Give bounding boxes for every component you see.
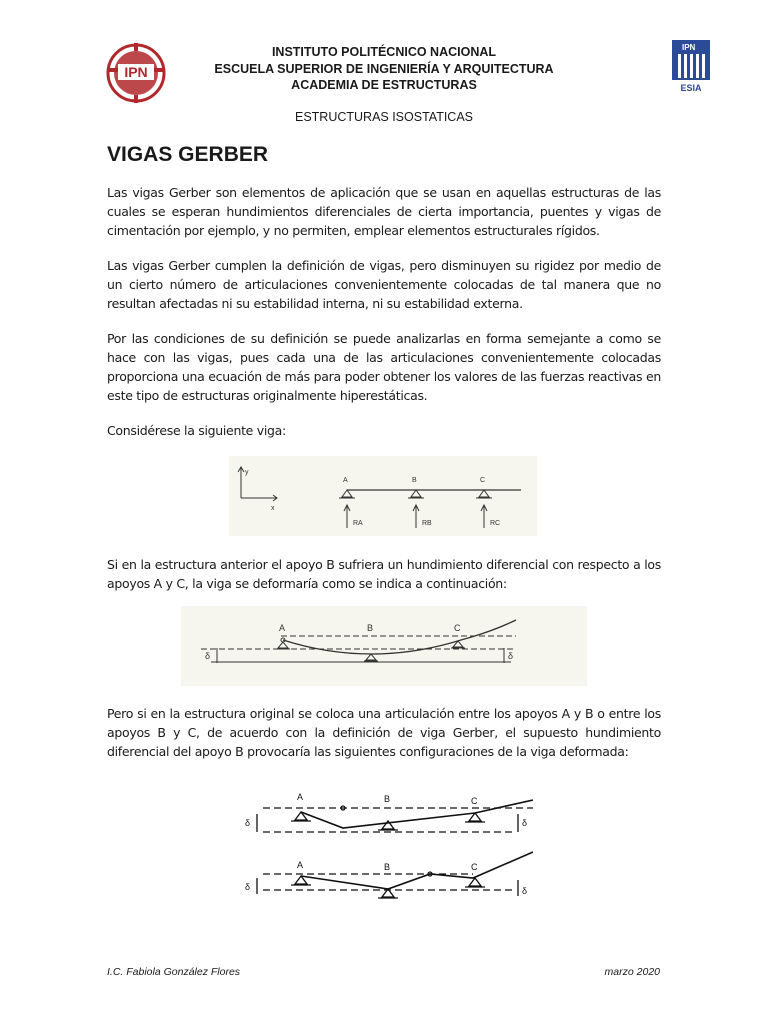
- axis-y-label: y: [245, 469, 249, 476]
- gerber-top-support-a-label: A: [297, 792, 304, 802]
- gerber-configurations-diagram: [243, 786, 533, 912]
- institution-name: INSTITUTO POLITÉCNICO NACIONAL: [271, 45, 497, 59]
- deformed-delta-right: δ: [508, 651, 514, 661]
- gerber-bottom-delta-left: δ: [245, 882, 251, 892]
- gerber-bottom-support-b-label: B: [384, 862, 391, 872]
- support-a-label: A: [343, 477, 348, 484]
- support-c-label: C: [480, 477, 486, 484]
- gerber-top-support-c-label: C: [471, 796, 478, 806]
- deformed-delta-left: δ: [205, 651, 211, 661]
- paragraph-1: Las vigas Gerber son elementos de aplicación que se usan en aquellas estructuras de las cuales se esperan hundimientos diferenciales de cierta importancia, puentes y vigas de cimentación por ejemplo, y no permiten, emplear elementos estructurales rígidos.: [107, 185, 661, 238]
- deformed-support-c-label: C: [454, 623, 461, 633]
- gerber-top-delta-right: δ: [522, 818, 528, 828]
- esia-logo-text: ESIA: [680, 83, 702, 93]
- beam-diagram: [229, 456, 537, 536]
- gerber-bottom-delta-right: δ: [522, 886, 528, 896]
- deformed-beam-diagram: [181, 606, 587, 686]
- footer-date: marzo 2020: [604, 966, 660, 978]
- subject-name: ESTRUCTURAS ISOSTATICAS: [294, 110, 474, 124]
- paragraph-3: Por las condiciones de su definición se puede analizarlas en forma semejante a como se hace con las vigas, pues cada una de las articulaciones convenientemente colocadas proporciona una ecuación de más para poder obtener los valores de las fuerzas reactivas en este tipo de estructuras originalmente hiperestáticas.: [107, 331, 661, 403]
- gerber-top-support-b-label: B: [384, 794, 391, 804]
- reaction-rc-label: RC: [490, 520, 501, 527]
- deformed-support-b-label: B: [367, 623, 374, 633]
- footer-author: I.C. Fabiola González Flores: [107, 966, 241, 978]
- academy-name: ACADEMIA DE ESTRUCTURAS: [291, 78, 477, 92]
- paragraph-5: Si en la estructura anterior el apoyo B sufriera un hundimiento diferencial con respecto a los apoyos A y C, la viga se deformaría como se indica a continuación:: [107, 557, 661, 591]
- support-b-label: B: [412, 477, 417, 484]
- document-title: VIGAS GERBER: [107, 143, 269, 166]
- paragraph-6: Pero si en la estructura original se coloca una articulación entre los apoyos A y B o entre los apoyos B y C, de acuerdo con la definición de viga Gerber, el supuesto hundimiento diferencial del apoyo B provocaría las siguientes configuraciones de la viga deformada:: [107, 706, 661, 759]
- deformed-support-a-label: A: [279, 623, 286, 633]
- gerber-bottom-support-a-label: A: [297, 860, 304, 870]
- school-name: ESCUELA SUPERIOR DE INGENIERÍA Y ARQUITECTURA: [214, 62, 554, 76]
- gerber-top-delta-left: δ: [245, 818, 251, 828]
- gerber-bottom-support-c-label: C: [471, 862, 478, 872]
- paragraph-2: Las vigas Gerber cumplen la definición de vigas, pero disminuyen su rigidez por medio de un cierto número de articulaciones convenientemente colocadas de tal manera que no resultan afectadas ni su estabilidad interna, ni su estabilidad externa.: [107, 258, 661, 311]
- paragraph-4: Considérese la siguiente viga:: [107, 423, 286, 438]
- ipn-logo-text: IPN: [124, 64, 148, 80]
- esia-logo-top-text: IPN: [682, 43, 696, 52]
- reaction-ra-label: RA: [353, 520, 363, 527]
- axis-x-label: x: [271, 505, 275, 512]
- reaction-rb-label: RB: [422, 520, 432, 527]
